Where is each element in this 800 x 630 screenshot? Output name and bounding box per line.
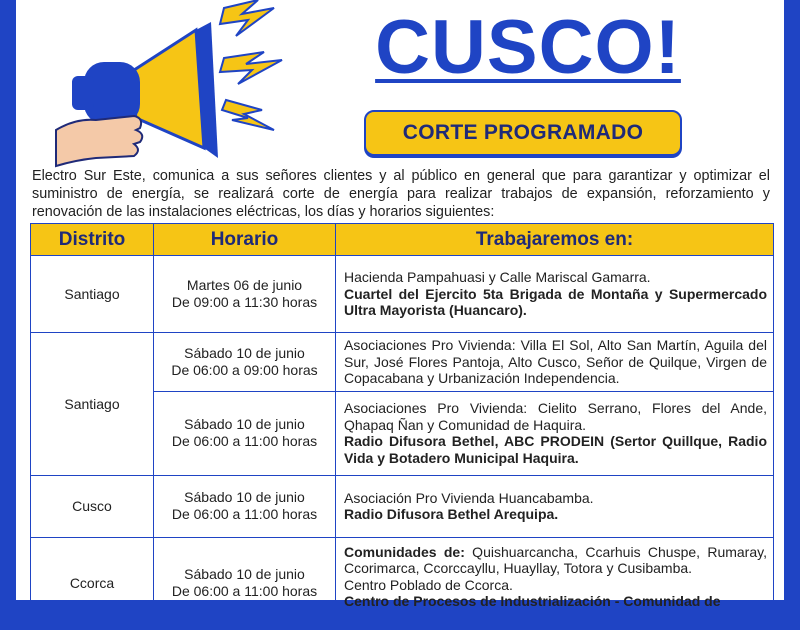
horario-horas: De 06:00 a 11:00 horas — [171, 506, 318, 522]
horario-horas: De 06:00 a 09:00 horas — [171, 361, 318, 378]
cell-trabajaremos — [336, 475, 774, 537]
table-header-row — [31, 224, 774, 256]
table-row — [31, 475, 774, 537]
header-trabajaremos: Trabajaremos en: — [336, 224, 774, 256]
horario-dia: Sábado 10 de junio — [184, 489, 305, 505]
trab-normal: Hacienda Pampahuasi y Calle Mariscal Gamarra. — [344, 269, 651, 286]
cell-horario — [154, 333, 336, 392]
horario-dia: Martes 06 de junio — [186, 277, 303, 293]
lightning-icon — [222, 100, 274, 130]
trab-bold: Centro de Procesos de Industrialización - Comunidad de — [344, 593, 721, 609]
page-title: CUSCO! — [375, 5, 681, 90]
header-distrito: Distrito — [31, 224, 154, 256]
trab-normal: Asociación Pro Vivienda Huancabamba. — [344, 489, 594, 506]
trab-bold: Radio Difusora Bethel, ABC PRODEIN (Sertor Quillque, Radio Vida y Botadero Municipal Haquira. — [344, 433, 767, 466]
horario-dia: Sábado 10 de junio — [184, 344, 305, 361]
lightning-icon — [220, 0, 274, 36]
cell-trabajaremos — [336, 537, 774, 629]
trab-bold: Cuartel del Ejercito 5ta Brigada de Montaña y Supermercado Ultra Mayorista (Huancaro). — [344, 285, 767, 319]
megaphone-icon — [36, 0, 296, 170]
status-badge: CORTE PROGRAMADO — [364, 110, 682, 156]
horario-dia: Sábado 10 de junio — [184, 416, 305, 432]
table-row — [31, 333, 774, 392]
trab-normal: Asociaciones Pro Vivienda: Villa El Sol, Alto San Martín, Aguila del Sur, José Flores Pantoja, Alto Cusco, Señor de Quilque, Virgen de Copacabana y Urbanización Independencia. — [344, 337, 767, 386]
announcement-sheet — [16, 0, 784, 609]
horario-horas: De 09:00 a 11:30 horas — [171, 294, 318, 310]
trab-lead-line — [344, 544, 767, 577]
cell-trabajaremos — [336, 256, 774, 333]
schedule-table — [30, 223, 774, 630]
cell-trabajaremos — [336, 333, 774, 392]
table-row — [31, 256, 774, 333]
cell-horario — [154, 537, 336, 629]
lightning-icon — [220, 52, 282, 84]
cell-horario — [154, 475, 336, 537]
horario-horas: De 06:00 a 11:00 horas — [171, 583, 318, 599]
intro-paragraph: Electro Sur Este, comunica a sus señores clientes y al público en general que para garantizar y optimizar el suministro de energía, se realizará corte de energía para realizar trabajos de expansión, reforzamiento y renovación de las instalaciones eléctricas, los días y horarios siguientes: — [32, 168, 770, 220]
cell-distrito: Santiago — [31, 256, 154, 333]
cell-horario — [154, 256, 336, 333]
trab-normal: Asociaciones Pro Vivienda: Cielito Serrano, Flores del Ande, Qhapaq Ñan y Comunidad de Haquira. — [344, 400, 767, 433]
cell-trabajaremos — [336, 391, 774, 475]
horario-horas: De 06:00 a 11:00 horas — [171, 433, 318, 449]
trab-normal: Centro Poblado de Ccorca. — [344, 576, 513, 593]
header-horario: Horario — [154, 224, 336, 256]
cell-distrito: Santiago — [31, 333, 154, 476]
trab-bold: Radio Difusora Bethel Arequipa. — [344, 506, 559, 522]
cell-horario — [154, 391, 336, 475]
horario-dia: Sábado 10 de junio — [184, 566, 305, 582]
table-row — [31, 537, 774, 629]
trab-lead-rest: Quishuarcancha, Ccarhuis Chuspe, Rumaray, Ccorimarca, Ccorccayllu, Huayllay, Totora y Cusibamba. — [344, 543, 767, 576]
trab-lead: Comunidades de: — [344, 543, 465, 560]
cell-distrito: Cusco — [31, 475, 154, 537]
cell-distrito: Ccorca — [31, 537, 154, 629]
